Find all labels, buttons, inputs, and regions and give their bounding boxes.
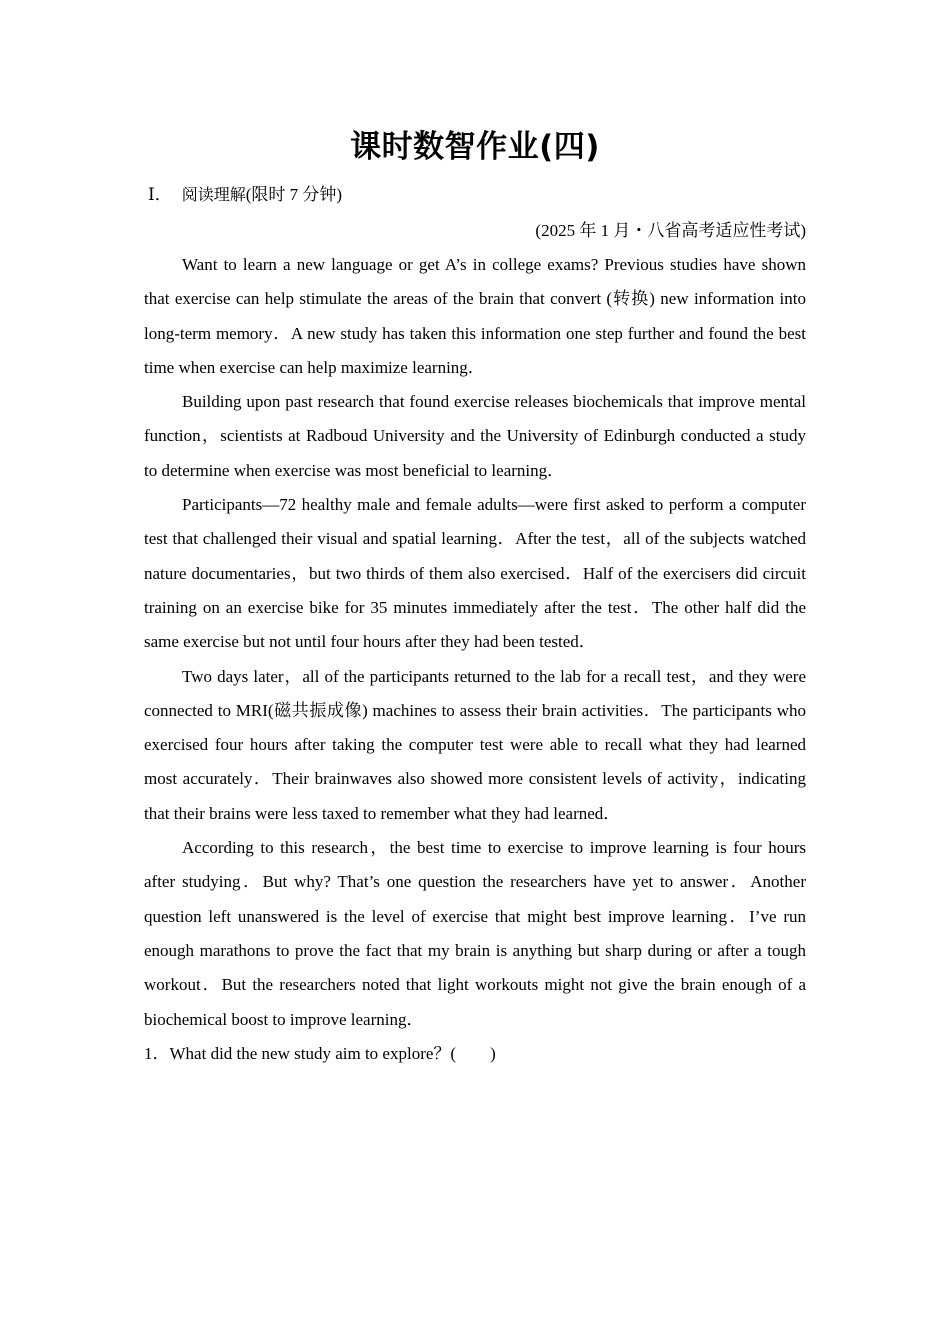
section-label: 阅读理解 (181, 185, 246, 204)
section-number: Ⅰ． (148, 185, 172, 204)
passage-paragraph: Want to learn a new language or get A’s in college exams? Previous studies have shown that exercise can help stimulate the areas of the brain that convert (转换) new information into long-term memory．A new study has taken this information one step further and found the best time when exercise can help maximize learning． (144, 255, 806, 377)
passage-source: (2025 年 1 月・八省高考适应性考试) (535, 221, 806, 240)
page-title: 课时数智作业(四) (350, 129, 600, 165)
passage-paragraph: Participants—72 healthy male and female adults—were first asked to perform a computer test that challenged their visual and spatial learning．After the test，all of the subjects watched nature documentaries，but two thirds of them also exercised．Half of the exercisers did circuit training on an exercise bike for 35 minutes immediately after the test．The other half did the same exercise but not until four hours after they had been tested． (144, 495, 806, 652)
passage-paragraph: According to this research，the best time to exercise to improve learning is four hours after studying．But why? That’s one question the researchers have yet to answer．Another question left unanswered is the level of exercise that might best improve learning．I’ve run enough marathons to prove the fact that my brain is anything but sharp during or after a tough workout．But the researchers noted that light workouts might not give the brain enough of a biochemical boost to improve learning． (144, 838, 806, 1029)
question-1: 1．What did the new study aim to explore？( ) (144, 1043, 496, 1063)
document-page (144, 124, 806, 1071)
passage-paragraph: Building upon past research that found exercise releases biochemicals that improve mental function，scientists at Radboud University and the University of Edinburgh conducted a study to determine when exercise was most beneficial to learning． (144, 392, 806, 480)
section-heading (144, 180, 806, 210)
passage-paragraph: Two days later，all of the participants returned to the lab for a recall test，and they were connected to MRI(磁共振成像) machines to assess their brain activities．The participants who exercised four hours after taking the computer test were able to recall what they had learned most accurately．Their brainwaves also showed more consistent levels of activity，indicating that their brains were less taxed to remember what they had learned． (144, 666, 806, 823)
section-time-limit: (限时 7 分钟) (245, 185, 343, 204)
